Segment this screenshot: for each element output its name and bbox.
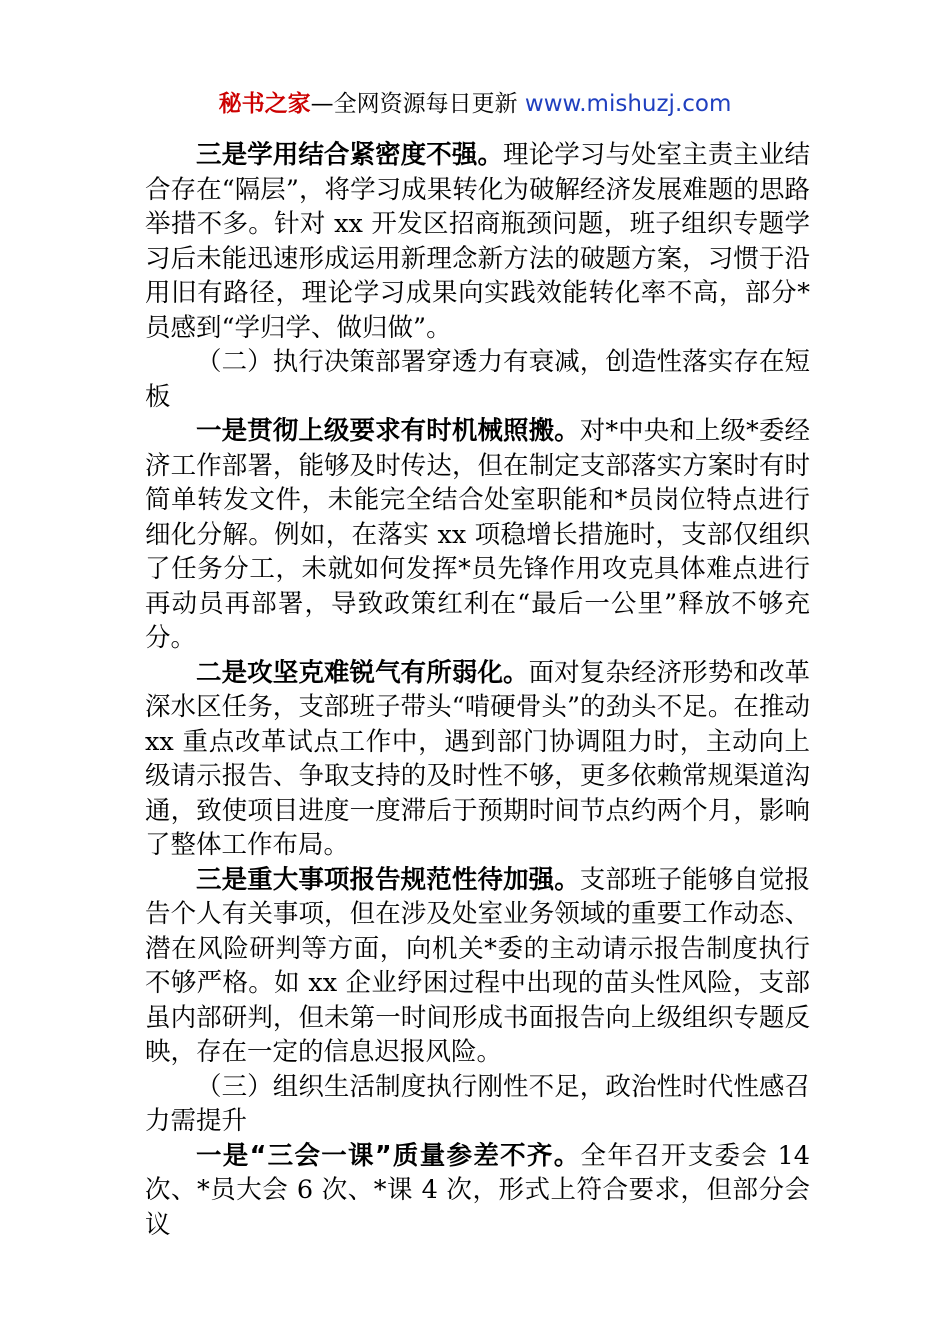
section-heading	[145, 345, 810, 414]
brand-name: 秘书之家	[218, 91, 311, 117]
paragraph-text: 面对复杂经济形势和改革深水区任务，支部班子带头“啃硬骨头”的劲头不足。在推动 xx 重点改革试点工作中，遇到部门协调阻力时，主动向上级请示报告、争取支持的及时性不够，更多依赖常规渠道沟通，致使项目进度一度滞后于预期时间节点约两个月，影响了整体工作布局。	[145, 657, 810, 860]
site-url-link[interactable]: www.mishuzj.com	[524, 91, 732, 117]
paragraph-lead: 一是“三会一课”质量参差不齐。	[196, 1140, 581, 1171]
document-body	[145, 138, 810, 1242]
paragraph-lead: 三是学用结合紧密度不强。	[196, 140, 504, 170]
paragraph	[145, 414, 810, 656]
section-heading	[145, 1070, 810, 1139]
paragraph-text: 理论学习与处室主责主业结合存在“隔层”，将学习成果转化为破解经济发展难题的思路举措不多。针对 xx 开发区招商瓶颈问题，班子组织专题学习后未能迅速形成运用新理念新方法的破题方案，习惯于沿用旧有路径，理论学习成果向实践效能转化率不高，部分*员感到“学归学、做归做”。	[145, 140, 810, 343]
site-header	[0, 88, 950, 120]
paragraph	[145, 656, 810, 863]
paragraph-lead: 三是重大事项报告规范性待加强。	[196, 864, 580, 895]
section-heading-text: （三）组织生活制度执行刚性不足，政治性时代性感召力需提升	[145, 1071, 810, 1136]
paragraph	[145, 1139, 810, 1243]
paragraph-text: 支部班子能够自觉报告个人有关事项，但在涉及处室业务领域的重要工作动态、潜在风险研判等方面，向机关*委的主动请示报告制度执行不够严格。如 xx 企业纾困过程中出现的苗头性风险，支部虽内部研判，但未第一时间形成书面报告向上级组织专题反映，存在一定的信息迟报风险。	[145, 864, 810, 1067]
paragraph	[145, 863, 810, 1070]
paragraph	[145, 138, 810, 345]
header-dash: —	[310, 91, 334, 117]
paragraph-text: 全年召开支委会 14 次、*员大会 6 次、*课 4 次，形式上符合要求，但部分会议	[145, 1140, 810, 1240]
paragraph-lead: 二是攻坚克难锐气有所弱化。	[196, 657, 529, 688]
header-tagline: 全网资源每日更新	[333, 91, 518, 117]
paragraph-text: 对*中央和上级*委经济工作部署，能够及时传达，但在制定支部落实方案时有时简单转发文件，未能完全结合处室职能和*员岗位特点进行细化分解。例如，在落实 xx 项稳增长措施时，支部仅组织了任务分工，未就如何发挥*员先锋作用攻克具体难点进行再动员再部署，导致政策红利在“最后一公里”释放不够充分。	[145, 416, 810, 653]
section-heading-text: （二）执行决策部署穿透力有衰减，创造性落实存在短板	[145, 347, 810, 412]
paragraph-lead: 一是贯彻上级要求有时机械照搬。	[196, 416, 580, 446]
